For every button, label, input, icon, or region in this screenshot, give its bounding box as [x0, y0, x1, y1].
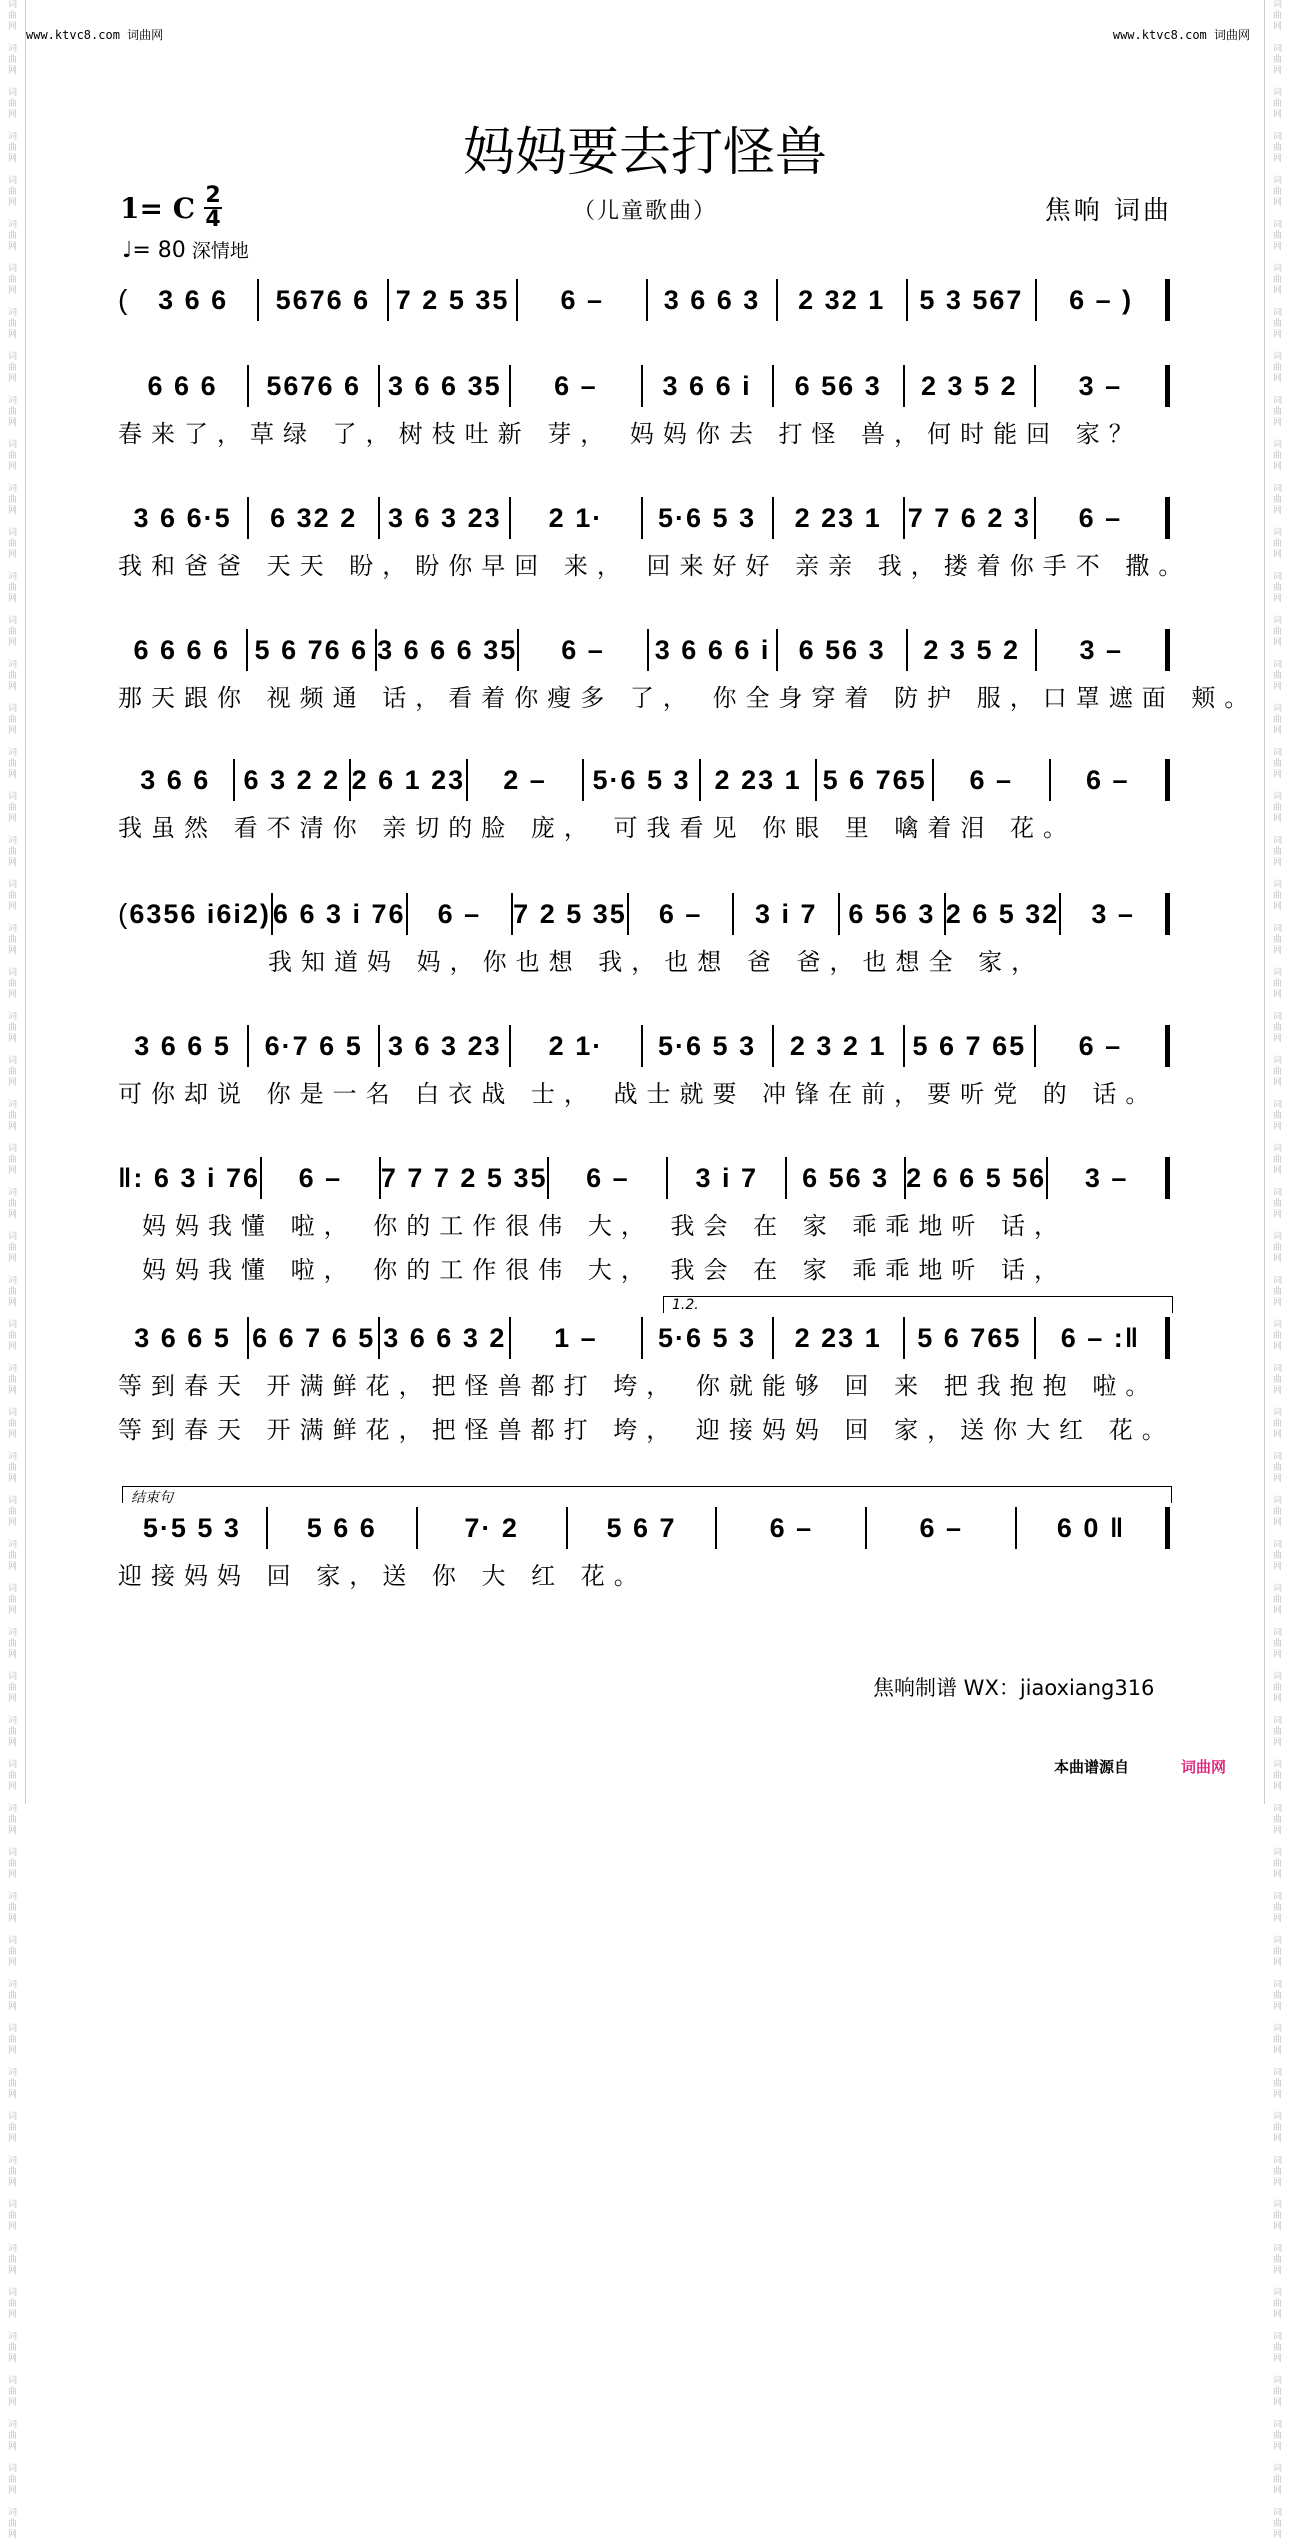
measure: 6 –	[1078, 502, 1123, 533]
volta-bracket: 结束句	[122, 1486, 1172, 1503]
song-title: 妈妈要去打怪兽	[462, 123, 827, 183]
measure: 2 1·	[548, 502, 604, 533]
measure: 6 –	[561, 634, 605, 665]
barline	[1165, 365, 1170, 407]
measure: 5 6 7	[606, 1512, 677, 1543]
measure: 2 3 5 2	[923, 634, 1020, 665]
measure: 3 6 6 6 i	[654, 634, 771, 665]
measure: 6 32 2	[270, 502, 358, 533]
notation-row	[118, 1320, 1170, 1356]
measure: 3 –	[1078, 370, 1123, 401]
measure: 6 – )	[1069, 284, 1134, 315]
measure: 6 –	[658, 898, 703, 929]
lyric-line: 迎接妈妈 回 家，送 你 大 红 花。	[118, 1562, 647, 1590]
measure: 3 –	[1079, 634, 1124, 665]
measure: 6 –	[919, 1512, 963, 1543]
notation-row	[118, 500, 1170, 536]
measure: 2 23 1	[794, 502, 882, 533]
notation-row	[118, 1510, 1170, 1546]
barline	[1165, 279, 1170, 321]
barline	[1165, 1157, 1170, 1199]
score-system	[118, 1160, 1170, 1284]
measure: 7 7 7 2 5 35	[380, 1162, 548, 1193]
measure: 5·6 5 3	[658, 502, 757, 533]
measure: 3 –	[1084, 1162, 1129, 1193]
measure: 3 i 7	[695, 1162, 759, 1193]
barline	[1165, 759, 1170, 801]
measure: 6 3 2 2	[243, 764, 341, 795]
score-system	[118, 500, 1192, 580]
barline	[1165, 1507, 1170, 1549]
measure: 6 –	[437, 898, 482, 929]
time-signature-top: 2	[205, 183, 221, 208]
right-watermark-strip: 词 曲 网 词 曲 网 词 曲 网 词 曲 网 词 曲 网 词 曲 网 词 曲 网 词 曲 网 词 曲 网 词 曲 网 词 曲 网 词 曲 网 词 曲 网 词 曲 网 词 曲 网 词 曲 网 词 曲 网 词 曲 网 词 曲 网 词 曲 网 词 曲 网 词 曲 网 词 曲 网 词 曲 网 词 曲 网 词 曲 网 词 曲 网 词 曲 网 词 曲 网 词 曲 网 词 曲 网 词 曲 网 词 曲 网 词 曲 网 词 曲 网 词 曲 网 词 曲 网 词 曲 网 词 曲 网 词 曲 网 词 曲 网 词 曲 网 词 曲 网 词 曲 网 词 曲 网 词 曲 网 词 曲 网 词 曲 网 词 曲 网 词 曲 网 词 曲 网 词 曲 网 词 曲 网 词 曲 网 词 曲 网 词 曲 网 词 曲 网 词 曲 网	[1264, 0, 1290, 1804]
source-brand: 词曲网	[1181, 1758, 1227, 1776]
measure: 2 6 6 5 56	[906, 1162, 1047, 1193]
measure: 6 6 6 6	[133, 634, 231, 665]
measure: 6 6 7 6 5	[252, 1322, 376, 1353]
barline	[1165, 629, 1170, 671]
score-system	[118, 282, 1170, 318]
measure: 2 6 1 23	[351, 764, 466, 795]
measure: 5 3 567	[919, 284, 1024, 315]
measure: 6 –	[560, 284, 605, 315]
measure: 3 i 7	[754, 898, 818, 929]
barline	[1165, 1025, 1170, 1067]
measure: 6 –	[969, 764, 1013, 795]
key-signature: 1= C	[120, 192, 195, 225]
source-note	[1054, 1756, 1226, 1777]
lyric-line: 妈妈我懂 啦， 你的工作很伟 大， 我会 在 家 乖乖地听 话，	[142, 1212, 1068, 1240]
measure: 5·6 5 3	[592, 764, 691, 795]
measure: 6 56 3	[798, 634, 886, 665]
measure: 5676 6	[266, 370, 361, 401]
measure: 5·6 5 3	[658, 1030, 757, 1061]
lyric-line: 等到春天 开满鲜花，把怪兽都打 垮， 迎接妈妈 回 家，送你大红 花。	[118, 1416, 1175, 1444]
measure: 2 3 5 2	[921, 370, 1018, 401]
measure: 2 6 5 32	[945, 898, 1060, 929]
measure: 5 6 6	[306, 1512, 377, 1543]
notation-row	[118, 368, 1170, 404]
measure: 7 2 5 35	[395, 284, 510, 315]
time-signature-bottom: 4	[205, 207, 221, 232]
measure: 5·6 5 3	[658, 1322, 757, 1353]
volta-bracket: 1.2.	[663, 1296, 1173, 1313]
measure: 3 6 6 35	[388, 370, 502, 401]
measure: 6 –	[1078, 1030, 1123, 1061]
measure: 6 6 6	[147, 370, 218, 401]
author: 焦响 词曲	[1044, 196, 1172, 226]
measure: 3 6 6 3	[663, 284, 761, 315]
barline	[1165, 893, 1170, 935]
measure: 6 6 3 i 76	[272, 898, 406, 929]
intro-paren: (	[118, 898, 130, 929]
measure: 3 6 3 23	[388, 1030, 502, 1061]
tempo-value: ♩= 80	[122, 238, 186, 263]
measure: 3 6 6 6 35	[377, 634, 518, 665]
measure: 6 0 ‖	[1056, 1512, 1126, 1543]
measure: 6 –	[586, 1162, 630, 1193]
measure: 2 1·	[548, 1030, 604, 1061]
measure: 7 7 6 2 3	[907, 502, 1031, 533]
intro-paren: (	[118, 284, 130, 315]
measure: 7· 2	[464, 1512, 519, 1543]
measure: 5 6 7 65	[912, 1030, 1027, 1061]
measure: 6 –	[769, 1512, 814, 1543]
tempo-marking	[122, 236, 249, 263]
measure: 7 2 5 35	[513, 898, 627, 929]
score-system	[118, 1028, 1170, 1108]
measure: 3 6 6	[158, 284, 229, 315]
measure: 3 6 6 5	[134, 1030, 231, 1061]
measure: ‖: 6 3 i 76	[118, 1162, 260, 1193]
measure: 2 –	[503, 764, 547, 795]
notation-row	[118, 1160, 1170, 1196]
measure: 3 6 3 23	[388, 502, 502, 533]
measure: 3 6 6·5	[133, 502, 232, 533]
notation-row	[118, 896, 1170, 932]
score-system	[118, 896, 1170, 976]
score-system	[118, 762, 1170, 842]
notation-row	[118, 762, 1170, 798]
score-system	[118, 632, 1258, 712]
measure: 6356 i6i2)	[129, 898, 271, 929]
lyric-line: 我和爸爸 天天 盼，盼你早回 来， 回来好好 亲亲 我，搂着你手不 撒。	[118, 552, 1192, 580]
measure: 6 – :‖	[1060, 1322, 1141, 1353]
transcriber-credit: 焦响制谱 WX：jiaoxiang316	[873, 1676, 1155, 1700]
measure: 6 56 3	[794, 370, 882, 401]
lyric-line: 我知道妈 妈，你也想 我，也想 爸 爸，也想全 家，	[268, 948, 1045, 976]
measure: 3 6 6	[140, 764, 211, 795]
measure: 3 6 6 3 2	[383, 1322, 507, 1353]
lyric-line: 我虽然 看不清你 亲切的脸 庞， 可我看见 你眼 里 噙着泪 花。	[118, 814, 1077, 842]
measure: 5676 6	[275, 284, 371, 315]
source-label: 本曲谱源自	[1054, 1758, 1130, 1776]
watermark-url-right: www.ktvc8.com 词曲网	[1112, 28, 1250, 42]
measure: 6 56 3	[802, 1162, 890, 1193]
subtitle: （儿童歌曲）	[572, 199, 717, 224]
measure: 5 6 76 6	[254, 634, 369, 665]
measure: 6 –	[1086, 764, 1130, 795]
left-watermark-strip: 词 曲 网 词 曲 网 词 曲 网 词 曲 网 词 曲 网 词 曲 网 词 曲 网 词 曲 网 词 曲 网 词 曲 网 词 曲 网 词 曲 网 词 曲 网 词 曲 网 词 曲 网 词 曲 网 词 曲 网 词 曲 网 词 曲 网 词 曲 网 词 曲 网 词 曲 网 词 曲 网 词 曲 网 词 曲 网 词 曲 网 词 曲 网 词 曲 网 词 曲 网 词 曲 网 词 曲 网 词 曲 网 词 曲 网 词 曲 网 词 曲 网 词 曲 网 词 曲 网 词 曲 网 词 曲 网 词 曲 网 词 曲 网 词 曲 网 词 曲 网 词 曲 网 词 曲 网 词 曲 网 词 曲 网 词 曲 网 词 曲 网 词 曲 网 词 曲 网 词 曲 网 词 曲 网 词 曲 网 词 曲 网 词 曲 网 词 曲 网 词 曲 网	[0, 0, 26, 1804]
measure: 3 6 6 i	[662, 370, 752, 401]
measure: 5·5 5 3	[142, 1512, 241, 1543]
notation-row	[118, 1028, 1170, 1064]
measure: 5 6 765	[917, 1322, 1022, 1353]
lyric-line: 那天跟你 视频通 话，看着你瘦多 了， 你全身穿着 防护 服，口罩遮面 颊。	[118, 684, 1258, 712]
measure: 2 32 1	[798, 284, 886, 315]
measure: 2 3 2 1	[789, 1030, 887, 1061]
measure: 2 23 1	[794, 1322, 882, 1353]
notation-row	[118, 632, 1170, 668]
measure: 3 –	[1091, 898, 1135, 929]
measure: 3 6 6 5	[134, 1322, 231, 1353]
score-system	[118, 368, 1170, 448]
measure: 6·7 6 5	[264, 1030, 363, 1061]
expression-mark: 深情地	[191, 240, 249, 262]
measure: 6 –	[298, 1162, 343, 1193]
notation-row	[118, 282, 1170, 318]
barline	[1165, 1317, 1170, 1359]
lyric-line: 等到春天 开满鲜花，把怪兽都打 垮， 你就能够 回 来 把我抱抱 啦。	[118, 1372, 1159, 1400]
watermark-url-left: www.ktvc8.com 词曲网	[26, 28, 164, 42]
barline	[1165, 497, 1170, 539]
score-system	[118, 1297, 1175, 1444]
lyric-line: 可你却说 你是一名 白衣战 士， 战士就要 冲锋在前，要听党 的 话。	[118, 1080, 1159, 1108]
measure: 6 56 3	[848, 898, 936, 929]
score-system	[118, 1490, 1170, 1590]
measure: 5 6 765	[822, 764, 927, 795]
measure: 2 23 1	[714, 764, 802, 795]
measure: 6 –	[554, 370, 598, 401]
lyric-line: 妈妈我懂 啦， 你的工作很伟 大， 我会 在 家 乖乖地听 话，	[142, 1256, 1068, 1284]
measure: 1 –	[554, 1322, 598, 1353]
lyric-line: 春来了，草绿 了，树枝吐新 芽， 妈妈你去 打怪 兽，何时能回 家？	[118, 420, 1142, 448]
